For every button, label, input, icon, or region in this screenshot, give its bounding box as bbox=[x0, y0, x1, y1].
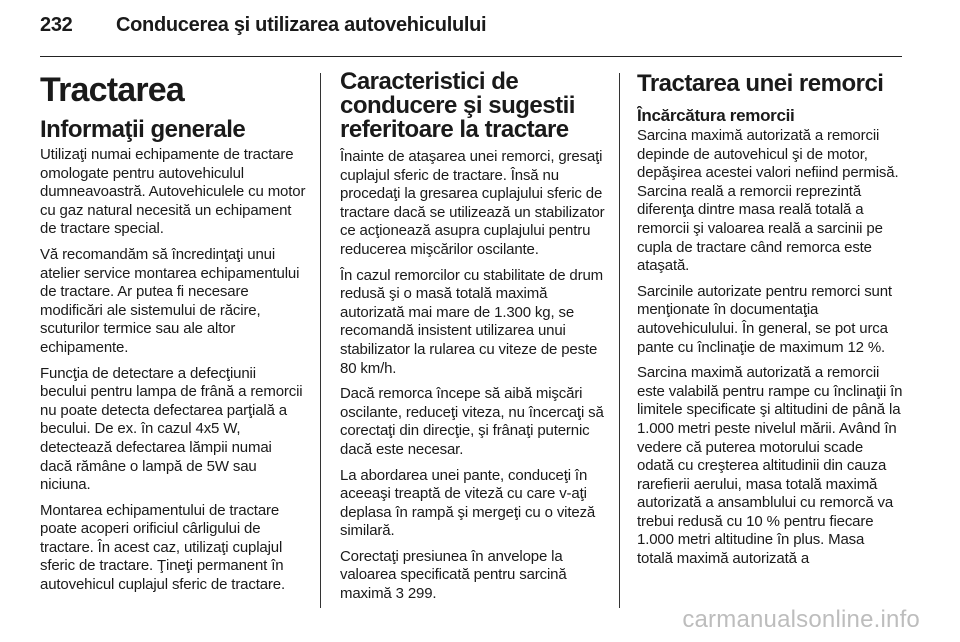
paragraph: La abordarea unei pante, conduceţi în aceeaşi treaptă de viteză cu care v-aţi deplasa în rampă şi mergeţi cu o viteză similară. bbox=[340, 466, 596, 540]
column-2 bbox=[340, 70, 606, 611]
paragraph: În cazul remorcilor cu stabilitate de drum redusă şi o masă totală maximă autorizată mai mare de 1.300 kg, se recomandă insistent utilizarea unui stabilizator la rularea cu viteze de peste 80 km/h. bbox=[340, 266, 603, 377]
column-divider bbox=[619, 73, 620, 608]
column-divider bbox=[320, 73, 321, 608]
subsection-title: Informaţii generale bbox=[40, 116, 246, 143]
section-title: Tractarea bbox=[40, 71, 185, 109]
subsection-title: Caracteristici de conducere şi sugestii referitoare la tractare bbox=[340, 70, 575, 143]
paragraph: Dacă remorca începe să aibă mişcări oscilante, reduceţi viteza, nu încercaţi să corectaţi din direcţie, şi frânaţi puternic dacă este necesar. bbox=[340, 385, 604, 458]
paragraph: Funcţia de detectare a defecţiunii becului pentru lampa de frână a remorcii nu poate detecta defectarea parţială a becului. De ex. în cazul 4x5 W, detectează defectarea lămpii numai dacă rămâne o lampă de 5W sau niciuna. bbox=[40, 364, 303, 494]
chapter-title: Conducerea şi utilizarea autovehiculului bbox=[116, 14, 487, 36]
paragraph: Montarea echipamentului de tractare poate acoperi orificiul cârligului de tractare. În acest caz, utilizaţi cuplajul sferic de tractare. Ţineţi permanent în autovehicul cuplajul sferic de tractare. bbox=[40, 501, 285, 594]
paragraph: Sarcinile autorizate pentru remorci sunt menţionate în documentaţia autovehiculului. În general, se pot urca pante cu înclinaţie de maximum 12 %. bbox=[637, 282, 892, 356]
paragraph: Corectaţi presiunea în anvelope la valoarea specificată pentru sarcină maximă 3 299. bbox=[340, 547, 567, 603]
watermark: carmanualsonline.info bbox=[682, 606, 920, 633]
subheading: Încărcătura remorcii bbox=[637, 106, 795, 125]
column-1 bbox=[40, 70, 306, 602]
page-number: 232 bbox=[40, 14, 73, 36]
paragraph: Înainte de ataşarea unei remorci, gresaţi cuplajul sferic de tractare. Însă nu procedaţi la gresarea cuplajului sferic de tractare dacă se utilizează un stabilizator ce acţionează asupra cuplajului pentru reducerea mişcărilor oscilante. bbox=[340, 148, 605, 258]
paragraph: Sarcina maximă autorizată a remorcii depinde de autovehicul şi de motor, depăşirea acestei valori nefiind permisă. Sarcina reală a remorcii reprezintă diferenţa dintre masa reală totală a remorcii şi valoarea reală a sarcinii pe cupla de tractare când remorca este ataşată. bbox=[637, 127, 899, 275]
header-rule bbox=[40, 56, 902, 57]
paragraph: Sarcina maximă autorizată a remorcii este valabilă pentru rampe cu înclinaţii în limitele specificate şi altitudini de până la 1.000 metri peste nivelul mării. Având în vedere că puterea motorului scade odată cu creşterea altitudinii din cauza rarefierii aerului, masa totală maximă autorizată a ansamblului cu remorcă va trebui redusă cu 10 % pentru fiecare 1.000 metri altitudine în plus. Masa totală maximă autorizată a bbox=[637, 364, 903, 568]
subsection-title: Tractarea unei remorci bbox=[637, 70, 884, 97]
paragraph: Vă recomandăm să încredinţaţi unui atelier service montarea echipamentului de tractare. Ar putea fi necesare modificări ale sistemului de răcire, scuturilor termice sau ale altor echipamente. bbox=[40, 245, 300, 356]
paragraph: Utilizaţi numai echipamente de tractare omologate pentru autovehiculul dumneavoastră. Autovehiculele cu motor cu gaz natural necesită un echipament de tractare special. bbox=[40, 146, 306, 238]
column-3 bbox=[637, 70, 903, 576]
